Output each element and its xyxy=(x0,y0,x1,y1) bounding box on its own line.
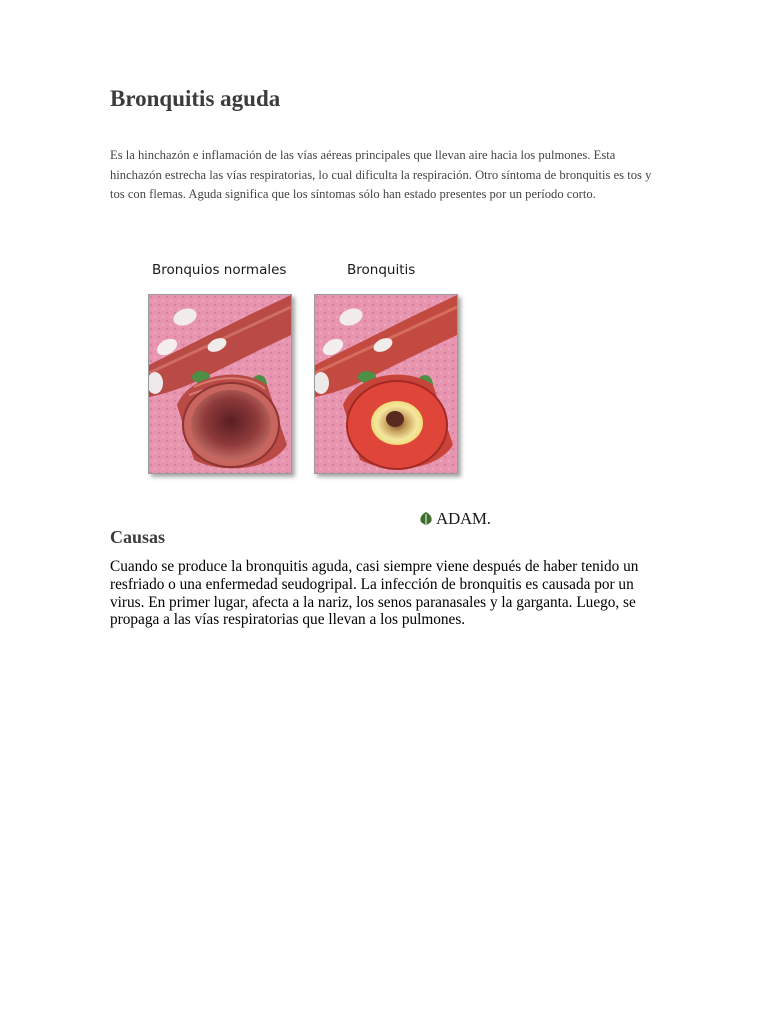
section-title-causas: Causas xyxy=(110,527,166,547)
caption-normal-bronchi: Bronquios normales xyxy=(152,262,287,278)
bronchitis-illustration xyxy=(314,294,458,474)
causas-paragraph: Cuando se produce la bronquitis aguda, casi siempre viene después de haber tenido un resfriado o una enfermedad seudogripal. La infección de bronquitis es causada por un virus. En primer lugar, afecta a la nariz, los senos paranasales y la garganta. Luego, se propaga a las vías respiratorias que llevan a los pulmones. xyxy=(110,558,639,629)
page-title: Bronquitis aguda xyxy=(110,86,281,111)
caption-bronchitis: Bronquitis xyxy=(347,262,416,278)
bronchi-figure xyxy=(140,256,520,536)
adam-logo xyxy=(418,509,491,529)
adam-logo-text: ADAM. xyxy=(436,509,491,528)
normal-bronchus-illustration xyxy=(148,294,292,474)
leaf-icon xyxy=(418,511,434,527)
intro-paragraph: Es la hinchazón e inflamación de las vías aéreas principales que llevan aire hacia los pulmones. Esta hinchazón estrecha las vías respiratorias, lo cual dificulta la respiración. Otro síntoma de bronquitis es tos y tos con flemas. Aguda significa que los síntomas sólo han estado presentes por un período corto. xyxy=(110,148,652,201)
